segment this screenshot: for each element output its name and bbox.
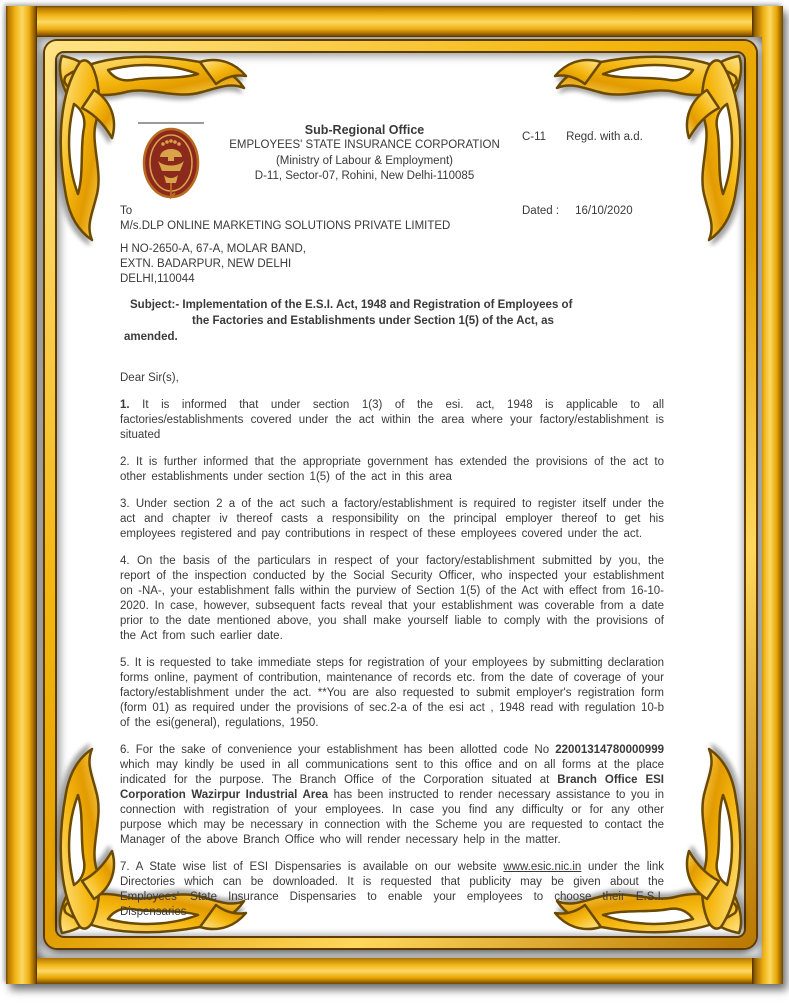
recipient-address-line: DELHI,110044 [120, 273, 195, 285]
recipient-name: M/s.DLP ONLINE MARKETING SOLUTIONS PRIVATE LIMITED [120, 220, 451, 232]
code-label: C-11 [522, 131, 547, 143]
header-office-block [215, 122, 514, 185]
subject-line: the Factories and Establishments under Section 1(5) of the Act, as [192, 315, 554, 327]
paragraph-text: 6. For the sake of convenience your establishment has been allotted code No [120, 744, 556, 756]
letter-paragraph [120, 554, 664, 644]
esic-logo [136, 122, 206, 204]
ministry-line: (Ministry of Labour & Employment) [275, 154, 454, 167]
letter-paragraph [120, 743, 664, 848]
office-title: Sub-Regional Office [304, 123, 425, 137]
paragraph-list [120, 398, 664, 920]
recipient-address [120, 242, 664, 287]
letter-paragraph [120, 398, 664, 443]
recipient-address-line: EXTN. BADARPUR, NEW DELHI [120, 258, 292, 270]
paragraph-text: has been instructed to render necessary assistance to you in connection with registration of your employees. In case you find any difficulty or for any other purpose which may be necessary in connection with the Scheme you are requested to contact the Manager of the above Branch Office who will render necessary help in the matter. [120, 789, 664, 846]
logo-top-rule [138, 122, 204, 124]
paragraph-text: which may kindly be used in all communications sent to this office and on all forms at the place indicated for the purpose. The Branch Office of the Corporation situated at [120, 759, 664, 786]
letter-paragraph [120, 497, 664, 542]
paragraph-text: 7. A State wise list of ESI Dispensaries is available on our website [120, 861, 504, 873]
header-right-block [522, 130, 664, 145]
frame-band-left [6, 6, 37, 984]
paragraph-text: Branch Office ESI Corporation Wazirpur Industrial Area [120, 774, 664, 801]
office-address: D-11, Sector-07, Rohini, New Delhi-110085 [254, 170, 475, 182]
organization-name: EMPLOYEES' STATE INSURANCE CORPORATION [229, 139, 500, 151]
paragraph-text: 1. [120, 399, 130, 411]
paragraph-text: 5. It is requested to take immediate steps for registration of your employees by submitting declaration forms online, payment of contribution, maintenance of records etc. from the date of coverage of your factory/establishment under the act. **You are also requested to submit employer's registration form (form 01) as required under the provisions of sec.2-a of the esi act , 1948 read with regulation 10-b of the esi(general), regulations, 1950. [120, 657, 664, 729]
paragraph-text: It is informed that under section 1(3) of the esi. act, 1948 is applicable to all factories/establishments covered under the act within the area where your factory/establishment is situated [120, 399, 664, 441]
website-link[interactable]: www.esic.nic.in [503, 861, 582, 873]
dated-block [522, 204, 664, 219]
letter-header [120, 122, 664, 202]
paragraph-text: 2. It is further informed that the appropriate government has extended the provisions of the act to other establishments under section 1(5) of the act in this area [120, 456, 664, 483]
letter-paragraph [120, 860, 664, 920]
esic-emblem-icon [142, 127, 200, 199]
paragraph-text: under the link Directories which can be downloaded. It is requested that publicity may be given about the Employees' State Insurance Dispensaries to enable your employees to choose their E.S.I. Dispensaries [120, 861, 664, 918]
letter-paragraph [120, 656, 664, 731]
subject-block [120, 297, 664, 345]
to-label: To [120, 205, 133, 217]
salutation: Dear Sir(s), [120, 372, 179, 384]
paragraph-text: 22001314780000999 [555, 744, 664, 756]
recipient-address-line: H NO-2650-A, 67-A, MOLAR BAND, [120, 243, 306, 255]
letter-paragraph [120, 455, 664, 485]
paragraph-text: 3. Under section 2 a of the act such a factory/establishment is required to register itself under the act and chapter iv thereof casts a responsibility on the principal employer thereof to get his employees registered and pay contributions in respect of these employees covered under the act. [120, 498, 664, 540]
to-dated-row [120, 204, 664, 219]
subject-line: amended. [124, 331, 178, 343]
dated-value: 16/10/2020 [575, 205, 633, 217]
regd-label: Regd. with a.d. [566, 131, 643, 143]
frame-band-top [6, 6, 783, 37]
paragraph-text: 4. On the basis of the particulars in respect of your factory/establishment submitted by you, the report of the inspection conducted by the Social Security Officer, who inspected your establishment on -NA-, your establishment falls within the purview of Section 1(5) of the Act with effect from 16-10-2020. In case, however, subsequent facts reveal that your establishment was coverable from a date prior to the date mentioned above, you shall make yourself liable to comply with the provisions of the Act from such earlier date. [120, 555, 664, 642]
subject-line: Subject:- Implementation of the E.S.I. Act, 1948 and Registration of Employees of [130, 299, 573, 311]
dated-label: Dated : [522, 205, 560, 217]
letter-content [120, 116, 664, 920]
